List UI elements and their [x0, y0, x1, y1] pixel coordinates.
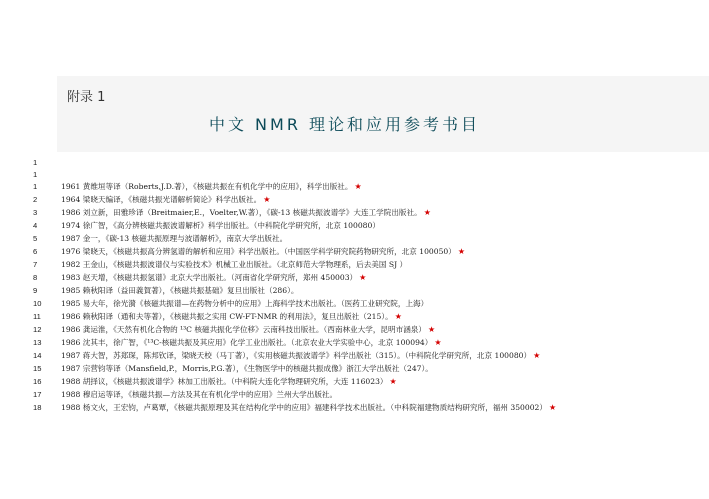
appendix-label: 附录 1: [67, 90, 106, 105]
star-icon: ★: [263, 195, 271, 204]
star-icon: ★: [457, 247, 466, 256]
line-number: 16: [33, 377, 42, 386]
reference-text: 1986 沈其丰，徐广智，《¹³C-核磁共振及其应用》化学工业出版社。（北京农业大学实验中心，北京 100094） ★: [61, 338, 442, 347]
star-icon: ★: [533, 351, 541, 360]
reference-text: 1987 宗营钧等译（Mansfield,P.，Morris,P.G.著），《生物医学中的核磁共振成像》浙江大学出版社（247）。: [61, 364, 433, 373]
star-icon: ★: [548, 403, 557, 412]
line-number: 1: [33, 170, 38, 179]
star-icon: ★: [394, 312, 402, 321]
line-number: 1: [33, 182, 38, 191]
line-number: 7: [33, 260, 38, 269]
line-number: 1: [33, 158, 38, 167]
star-icon: ★: [389, 377, 397, 386]
line-number: 2: [33, 195, 38, 204]
reference-text: 1983 赵天增，《核磁共振氢谱》北京大学出版社。（河南省化学研究所，郑州 450003） ★: [61, 273, 367, 282]
reference-text: 1987 蒋大智，苏郑琛，陈邦钦译，梁晓天校（马丁著），《实用核磁共振波谱学》科学出版社（315）。（中科院化学研究所，北京 100080） ★: [61, 351, 541, 360]
line-number: 12: [33, 325, 42, 334]
reference-text: 1982 王金山，《核磁共振波谱仪与实验技术》机械工业出版社。（北京师范大学物理系，后去美国 SJ ）: [61, 260, 408, 269]
line-number: 3: [33, 208, 38, 217]
reference-text: 1961 黄维垣等译（Roberts,J.D.著），《核磁共振在有机化学中的应用》，科学出版社。 ★: [61, 182, 362, 191]
reference-text: 1987 金一，《碳-13 核磁共振原理与波谱解析》，南京大学出版社。: [61, 234, 288, 243]
star-icon: ★: [354, 182, 362, 191]
line-number: 13: [33, 338, 42, 347]
reference-text: 1986 赖秋阳译（通和夫等著），《核磁共振之实用 CW-FT-NMR 的利用法》，复旦出版社（215）。 ★: [61, 312, 402, 321]
star-icon: ★: [434, 338, 442, 347]
reference-text: 1986 刘立新，田雅珍译（Breitmaier,E.，Voelter,W.著），《碳-13 核磁共振波谱学》大连工学院出版社。 ★: [61, 208, 431, 217]
reference-text: 1988 杨文火，王宏钧，卢葛覃，《核磁共振原理及其在结构化学中的应用》福建科学技术出版社。（中科院福建物质结构研究所，福州 350002） ★: [61, 403, 557, 412]
reference-text: 1986 龚运淮，《天然有机化合物的 ¹³C 核磁共振化学位移》云南科技出版社。（西南林业大学，昆明市涵泉） ★: [61, 325, 436, 334]
reference-text: 1974 徐广智，《高分辨核磁共振波谱解析》科学出版社。（中科院化学研究所，北京 100080）: [61, 221, 380, 230]
line-number: 8: [33, 273, 38, 282]
line-number: 10: [33, 299, 42, 308]
line-number: 6: [33, 247, 38, 256]
reference-text: 1964 梁晓天编译，《核磁共振光谱解析简论》科学出版社。 ★: [61, 195, 271, 204]
reference-text: 1985 赖秋阳译（益田義賀著），《核磁共振基础》复旦出版社（286）。: [61, 286, 299, 295]
reference-text: 1976 梁晓天，《核磁共振高分辨氢谱的解析和应用》科学出版社。（中国医学科学研究院药物研究所，北京 100050） ★: [61, 247, 466, 256]
line-number: 18: [33, 403, 42, 412]
reference-text: 1988 胡择议，《核磁共振波谱学》林加工出版社。（中科院大连化学物理研究所，大连 116023） ★: [61, 377, 397, 386]
star-icon: ★: [428, 325, 436, 334]
line-number: 11: [33, 312, 41, 321]
page-title: 中文 NMR 理论和应用参考书目: [208, 115, 481, 134]
line-number: 14: [33, 351, 42, 360]
line-number: 9: [33, 286, 38, 295]
line-number: 15: [33, 364, 42, 373]
star-icon: ★: [359, 273, 367, 282]
reference-text: 1985 易大年，徐光漪《核磁共振谱—在药物分析中的应用》上海科学技术出版社。（医药工业研究院，上海）: [61, 299, 429, 308]
line-number: 17: [33, 390, 42, 399]
line-number: 5: [33, 234, 38, 243]
reference-text: 1988 穆启运等译，《核磁共振—方法及其在有机化学中的应用》兰州大学出版社。: [61, 390, 338, 399]
star-icon: ★: [423, 208, 431, 217]
line-number: 4: [33, 221, 38, 230]
